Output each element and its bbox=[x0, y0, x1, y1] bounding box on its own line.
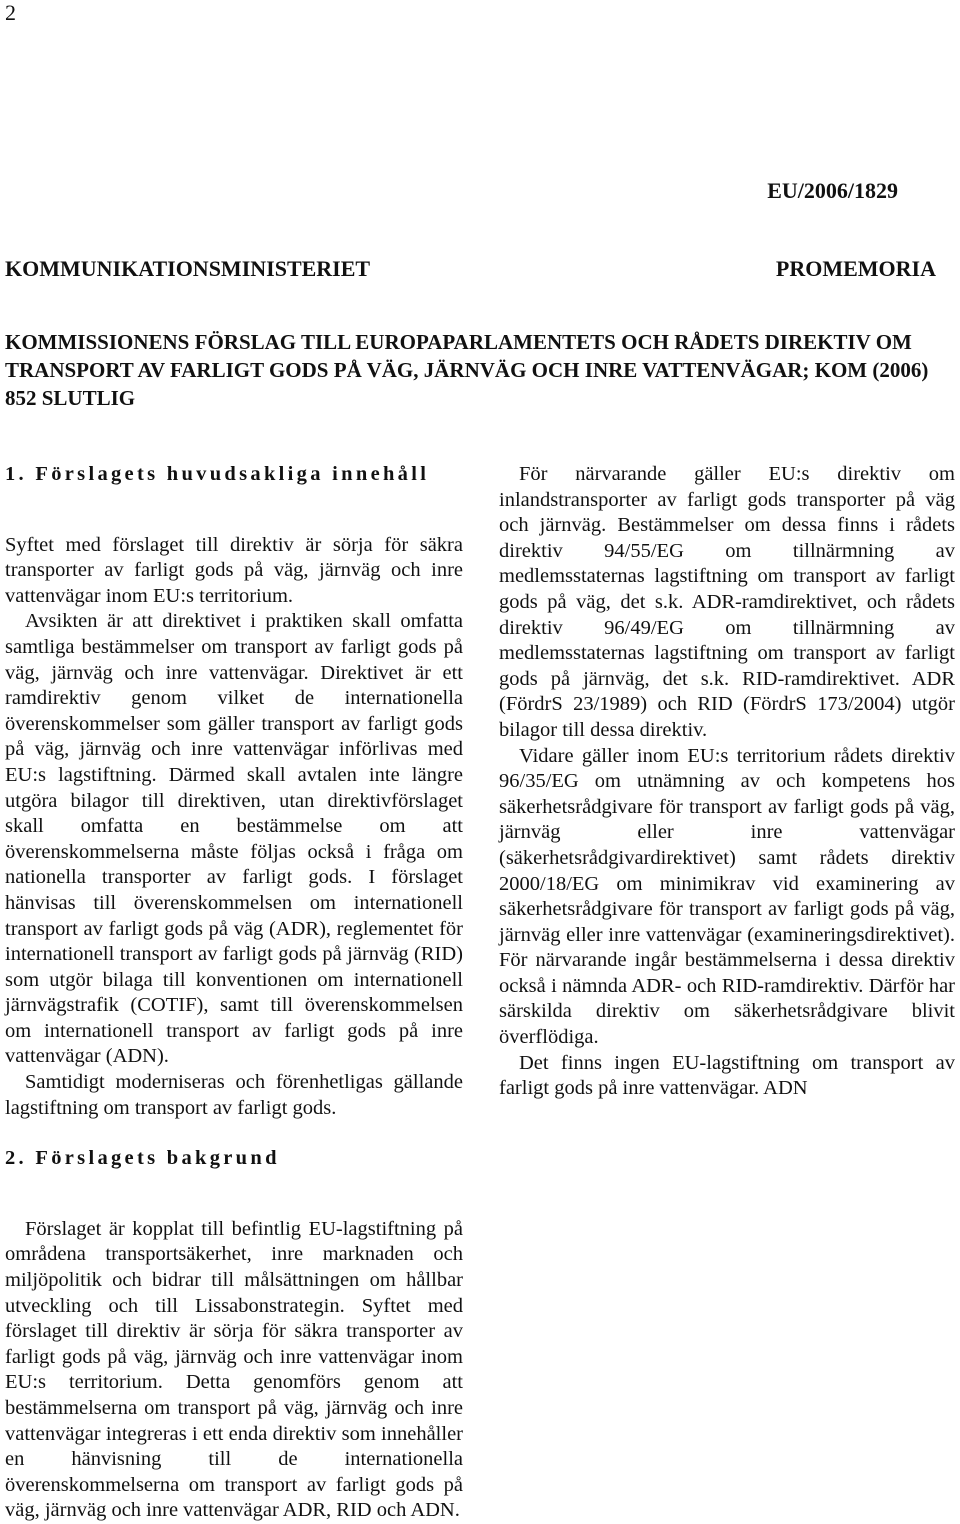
section-heading: 2. Förslagets bakgrund bbox=[5, 1147, 280, 1170]
paragraph: Förslaget är kopplat till befintlig EU-lagstiftning på områdena transportsäkerhet, inre marknaden och miljöpolitik och bidrar till målsättningen om hållbar utveckling och till Lissabonstrategin. Syftet med förslaget till direktiv är sörja för säkra transporter av farligt gods på väg, järnväg och inre vattenvägar inom EU:s territorium. Detta genomförs genom att bestämmelserna om transport på väg, järnväg och inre vattenvägar integreras i ett enda direktiv som innehåller en hänvisning till de internationella överenskommelserna om transport av farligt gods på väg, järnväg och inre vattenvägar ADR, RID och ADN. bbox=[5, 1217, 463, 1522]
paragraph: Vidare gäller inom EU:s territorium rådets direktiv 96/35/EG om utnämning av och kompetens hos säkerhetsrådgivare för transport av farligt gods på väg, järnväg eller inre vattenvägar (säkerhetsrådgivardirektivet) samt rådets direktiv 2000/18/EG om minimikrav vid examinering av säkerhetsrådgivare för transport av farligt gods på väg, järnväg eller inre vattenvägar (examineringsdirektivet). För närvarande ingår bestämmelserna i dessa direktiv också i nämnda ADR- och RID-ramdirektiv. Därför har särskilda direktiv om säkerhetsrådgivare blivit överflödiga. bbox=[499, 744, 955, 1049]
left-column bbox=[5, 462, 463, 1524]
paragraph: För närvarande gäller EU:s direktiv om inlandstransporter av farligt gods transporter på väg och järnväg. Bestämmelser om dessa finns i rådets direktiv 94/55/EG om tillnärmning av medlemsstaternas lagstiftning om transport av farligt gods på väg, det s.k. ADR-ramdirektivet, och rådets direktiv 96/49/EG om tillnärmning av medlemsstaternas lagstiftning om transport av farligt gods på järnväg, det s.k. RID-ramdirektivet. ADR (FördrS 23/1989) och RID (FördrS 173/2004) utgör bilagor till dessa direktiv. bbox=[499, 463, 955, 741]
document-id: EU/2006/1829 bbox=[767, 178, 898, 203]
paragraph: Det finns ingen EU-lagstiftning om transport av farligt gods på inre vattenvägar. ADN bbox=[499, 1051, 955, 1100]
right-column bbox=[499, 462, 955, 1102]
page-number: 2 bbox=[5, 0, 16, 25]
document-title: KOMMISSIONENS FÖRSLAG TILL EUROPAPARLAMENTETS OCH RÅDETS DIREKTIV OM TRANSPORT AV FARLIGT GODS PÅ VÄG, JÄRNVÄG OCH INRE VATTENVÄGAR; KOM (2006) 852 SLUTLIG bbox=[5, 330, 929, 410]
document-type: PROMEMORIA bbox=[775, 256, 936, 281]
paragraph: Samtidigt moderniseras och förenhetligas gällande lagstiftning om transport av farligt gods. bbox=[5, 1071, 463, 1119]
ministry-name: KOMMUNIKATIONSMINISTERIET bbox=[5, 256, 371, 281]
section-heading: 1. Förslagets huvudsakliga innehåll bbox=[5, 463, 430, 485]
paragraph: Avsikten är att direktivet i praktiken skall omfatta samtliga bestämmelser om transport av farligt gods på väg, järnväg och inre vattenvägar. Direktivet är ett ramdirektiv genom vilket de internationella överenskommelser som gäller transport av farligt gods på väg, järnväg och inre vattenvägar införlivas med EU:s lagstiftning. Därmed skall avtalen inte längre utgöra bilagor till direktiven, utan direktivförslaget skall omfatta en bestämmelse om att överenskommelserna måste följas också i fråga om nationella transporter av farligt gods. I förslaget hänvisas till överenskommelsen om internationell transport av farligt gods på väg (ADR), reglementet för internationell transport av farligt gods på järnväg (RID) som utgör bilaga till konventionen om internationell järnvägstrafik (COTIF), samt till överenskommelsen om internationell transport av farligt gods på inre vattenvägar (ADN). bbox=[5, 610, 463, 1068]
paragraph: Syftet med förslaget till direktiv är sörja för säkra transporter av farligt gods på väg, järnväg och inre vattenvägar inom EU:s territorium. bbox=[5, 533, 463, 607]
